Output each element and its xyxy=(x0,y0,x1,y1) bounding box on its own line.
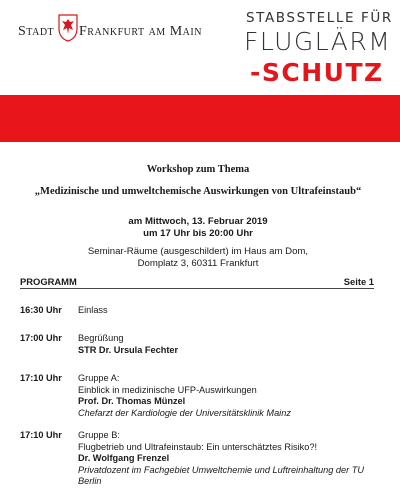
program-label: PROGRAMM xyxy=(20,276,77,287)
entry-time: 17:00 Uhr xyxy=(20,333,62,343)
event-time: um 17 Uhr bis 20:00 Uhr xyxy=(143,228,253,239)
entry-line: Einlass xyxy=(78,305,108,315)
workshop-title: Workshop zum Thema xyxy=(146,164,250,175)
venue-line-1: Seminar-Räume (ausgeschildert) im Haus am Dom, xyxy=(87,246,309,257)
entry-time: 16:30 Uhr xyxy=(20,305,62,315)
entry-line: Flugbetrieb und Ultrafeinstaub: Ein unterschätztes Risiko?! xyxy=(78,441,318,452)
entry-speaker-role: Privatdozent im Fachgebiet Umweltchemie und Luftreinhaltung der TU Berlin xyxy=(78,464,364,486)
entry-speaker-role: Chefarzt der Kardiologie der Universitätsklinik Mainz xyxy=(78,407,291,418)
city-logo-frankfurt: Frankfurt am Main xyxy=(79,24,202,39)
logo-line-fluglaerm: FLUGLÄRM xyxy=(244,27,392,56)
page-label: Seite 1 xyxy=(343,276,374,287)
entry-time: 17:10 Uhr xyxy=(20,373,62,383)
red-banner xyxy=(0,95,400,142)
entry-content xyxy=(78,305,378,317)
entry-content xyxy=(78,430,378,488)
entry-line: Einblick in medizinische UFP-Auswirkungen xyxy=(78,384,257,395)
city-logo xyxy=(18,14,208,50)
entry-speaker: Dr. Wolfgang Frenzel xyxy=(78,453,170,463)
entry-content xyxy=(78,373,378,419)
workshop-subtitle: „Medizinische und umweltchemische Auswirkungen von Ultrafeinstaub“ xyxy=(34,186,362,197)
entry-content xyxy=(78,333,378,356)
event-date: am Mittwoch, 13. Februar 2019 xyxy=(128,216,268,227)
venue-line-2: Domplatz 3, 60311 Frankfurt xyxy=(137,258,259,269)
entry-speaker: STR Dr. Ursula Fechter xyxy=(78,344,179,355)
entry-line: Gruppe A: xyxy=(78,373,120,383)
entry-line: Gruppe B: xyxy=(78,430,120,440)
program-header xyxy=(20,276,374,289)
logo-line-schutz: -SCHUTZ xyxy=(250,58,384,87)
logo-line-stabsstelle: STABSSTELLE FÜR xyxy=(246,10,393,26)
entry-line: Begrüßung xyxy=(78,333,124,343)
entry-time: 17:10 Uhr xyxy=(20,430,62,440)
fluglaerm-logo xyxy=(240,10,393,90)
document-content xyxy=(18,160,378,485)
document-page xyxy=(0,142,400,485)
entry-speaker: Prof. Dr. Thomas Münzel xyxy=(78,396,186,406)
city-logo-stadt: Stadt xyxy=(18,24,55,39)
eagle-crest-icon xyxy=(58,14,78,42)
